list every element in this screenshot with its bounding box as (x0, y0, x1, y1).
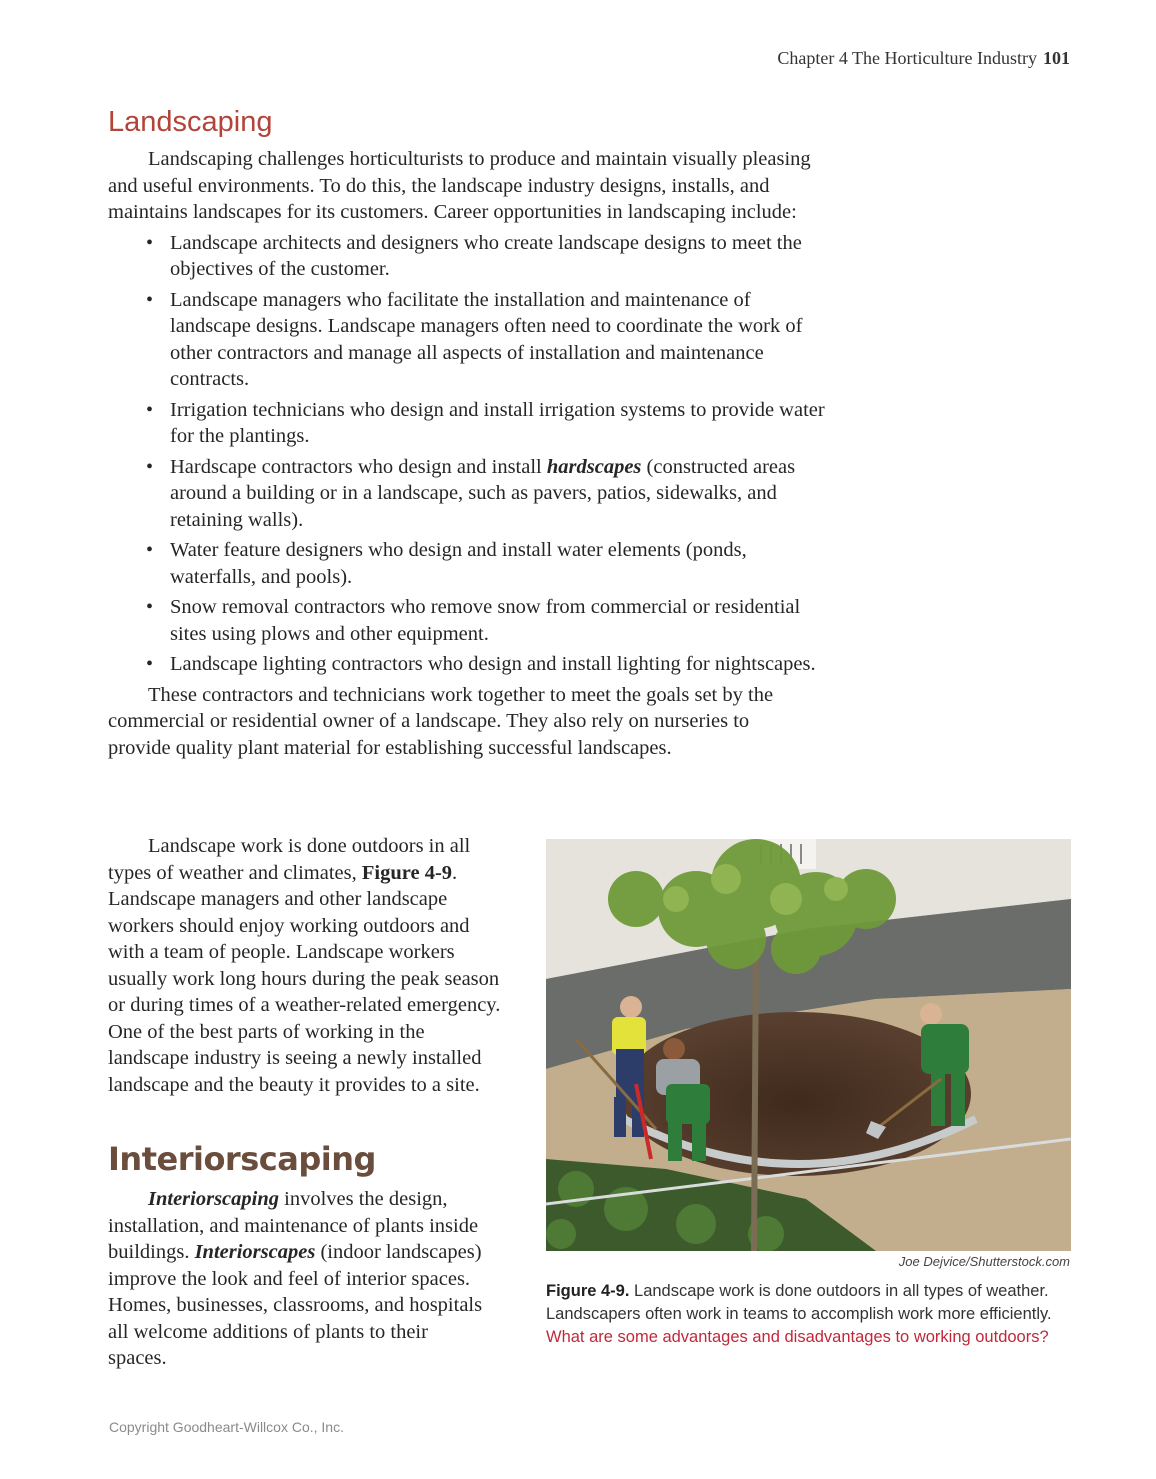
term-hardscapes: hardscapes (546, 455, 642, 478)
list-item-text: Snow removal contractors who remove snow from commercial or residential sites using plows and other equipment. (170, 596, 801, 645)
bullet-icon: • (146, 231, 154, 254)
paragraph-text: Landscape work is done outdoors in all types of weather and climates, (108, 835, 471, 884)
term-interiorscaping: Interiorscaping (148, 1188, 279, 1210)
bullet-icon: • (146, 653, 154, 675)
paragraph-outdoors-text (108, 833, 508, 1098)
landscaping-body (108, 146, 826, 761)
list-item (108, 651, 826, 678)
page-number: 101 (1043, 48, 1070, 68)
list-item-text: (constructed areas around a building or in a landscape, such as pavers, patios, sidewalks, and retaining walls). (170, 455, 796, 531)
list-item-text: Landscape lighting contractors who design and install lighting for nightscapes. (170, 653, 816, 675)
running-head (777, 48, 1070, 69)
list-item (108, 397, 826, 450)
bullet-icon: • (146, 288, 154, 311)
bullet-icon: • (146, 596, 154, 618)
list-item-text: Landscape managers who facilitate the installation and maintenance of landscape designs. Landscape managers often need to coordinate the work of other contractors and manage all aspects of installation and maintenance contracts. (170, 288, 803, 390)
bullet-icon: • (146, 398, 154, 421)
figure-reference: Figure 4-9 (361, 861, 453, 884)
paragraph-text: . Landscape managers and other landscape workers should enjoy working outdoors and with a team of people. Landscape workers usually work long hours during the peak season or during times of a weather-related emergency. One of the best parts of working in the landscape industry is seeing a newly installed landscape and the beauty it provides to a site. (108, 861, 501, 1096)
heading-interiorscaping: Interiorscaping (108, 1140, 376, 1178)
career-list (108, 230, 826, 678)
running-head-title: Chapter 4 The Horticulture Industry (777, 48, 1037, 68)
photo-credit: Joe Dejvice/Shutterstock.com (898, 1254, 1070, 1269)
caption-text: Landscape work is done outdoors in all types of weather. Landscapers often work in teams to accomplish work more efficiently. (546, 1282, 1052, 1323)
list-item (108, 230, 826, 283)
list-item (108, 594, 826, 647)
paragraph-text: (indoor landscapes) improve the look and feel of interior spaces. Homes, businesses, classrooms, and hospitals all welcome additions of plants to their spaces. (108, 1241, 483, 1369)
landscaping-intro: Landscaping challenges horticulturists to produce and maintain visually pleasing and useful environments. To do this, the landscape industry designs, installs, and maintains landscapes for its customers. Career opportunities in landscaping include: (108, 148, 811, 223)
paragraph-interiorscaping (108, 1186, 488, 1372)
list-item-text: Hardscape contractors who design and install (170, 455, 547, 478)
list-item-text: Water feature designers who design and install water elements (ponds, waterfalls, and pools). (170, 539, 747, 588)
landscape-workers-image (546, 839, 1071, 1251)
copyright-footer: Copyright Goodheart-Willcox Co., Inc. (109, 1419, 344, 1435)
bullet-icon: • (146, 539, 154, 561)
paragraph-outdoors (108, 833, 508, 1098)
paragraph-text: involves the design, installation, and maintenance of plants inside buildings. (108, 1188, 479, 1263)
caption-question: What are some advantages and disadvantages to working outdoors? (546, 1328, 1049, 1346)
list-item (108, 287, 826, 393)
figure-label: Figure 4-9. (546, 1282, 630, 1300)
interiorscaping-body (108, 1186, 488, 1372)
list-item-text: Landscape architects and designers who create landscape designs to meet the objectives of the customer. (170, 231, 802, 280)
list-item-text: Irrigation technicians who design and install irrigation systems to provide water for the plantings. (170, 398, 825, 447)
list-item (108, 537, 826, 590)
bullet-icon: • (146, 455, 154, 478)
figure-caption (546, 1280, 1076, 1349)
term-interiorscapes: Interiorscapes (194, 1241, 316, 1263)
paragraph-contractors: These contractors and technicians work together to meet the goals set by the commercial or residential owner of a landscape. They also rely on nurseries to provide quality plant material for establishing successful landscapes. (108, 683, 774, 759)
figure-photo (546, 839, 1071, 1251)
list-item (108, 454, 826, 534)
heading-landscaping: Landscaping (108, 106, 273, 138)
